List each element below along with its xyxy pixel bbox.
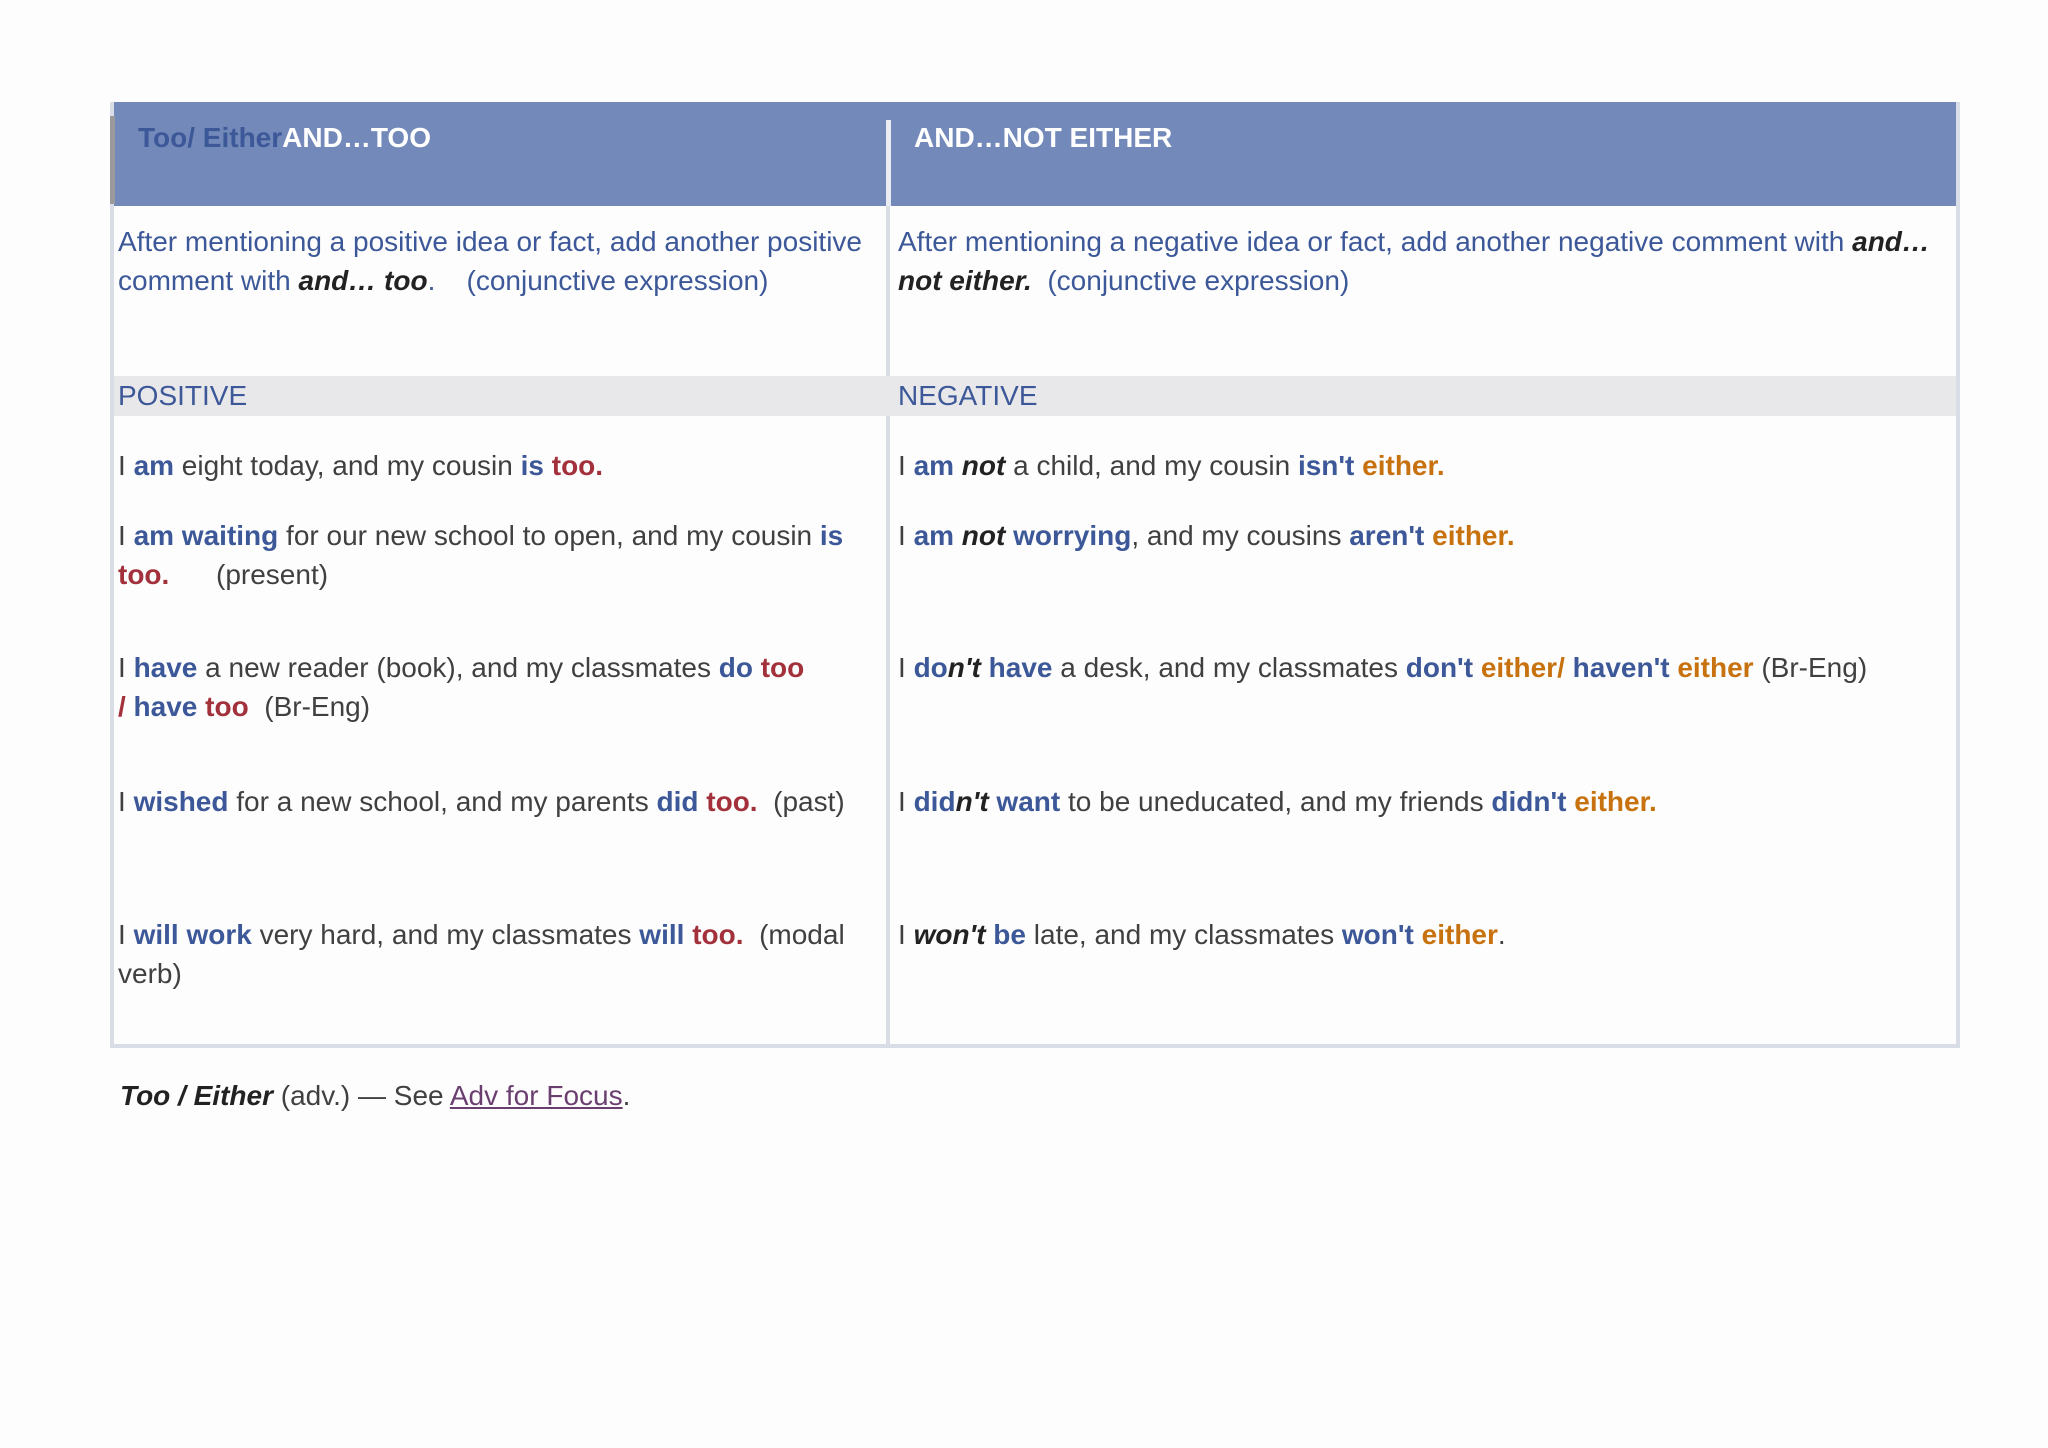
auxiliary: didn't <box>1491 786 1567 817</box>
header-right-title: AND…NOT EITHER <box>914 122 1173 153</box>
too-word: too. <box>698 786 758 817</box>
negative-example-5 <box>898 915 1938 954</box>
verb: have <box>980 652 1053 683</box>
negation: n't <box>947 652 981 683</box>
auxiliary: aren't <box>1349 520 1425 551</box>
negation: won't <box>913 919 986 950</box>
auxiliary: don't <box>1405 652 1474 683</box>
text: I <box>118 786 134 817</box>
auxiliary: is <box>819 520 844 551</box>
text: to be uneducated, and my friends <box>1060 786 1492 817</box>
header-left-title: AND…TOO <box>282 122 431 153</box>
negation: not <box>954 520 1006 551</box>
either-word: either. <box>1354 450 1445 481</box>
auxiliary: won't <box>1341 919 1414 950</box>
text: . <box>1497 919 1506 950</box>
variant-note: (Br-Eng) <box>1753 652 1868 683</box>
band-negative: NEGATIVE <box>898 380 1038 411</box>
footer-end: . <box>622 1080 631 1111</box>
negative-example-4 <box>898 782 1938 821</box>
header-left-rule <box>110 116 115 204</box>
verb: am <box>913 450 955 481</box>
either-word: either. <box>1566 786 1657 817</box>
intro-right-expression: and… not either. <box>898 226 1930 296</box>
verb: wished <box>133 786 229 817</box>
tense-note: (past) <box>773 786 845 817</box>
positive-example-2 <box>118 516 878 594</box>
positive-example-3 <box>118 648 878 726</box>
verb: want <box>988 786 1061 817</box>
verb: have <box>133 652 198 683</box>
footer-text: (adv.) — See <box>272 1080 450 1111</box>
positive-example-4 <box>118 782 878 821</box>
either-word: either/ <box>1473 652 1565 683</box>
intro-left-expression: and… too <box>298 265 428 296</box>
variant-note: (Br-Eng) <box>264 691 371 722</box>
too-word: too <box>752 652 805 683</box>
tense-note: (present) <box>216 559 329 590</box>
intro-left-note: (conjunctive expression) <box>466 265 769 296</box>
text: I <box>898 652 914 683</box>
verb: worrying <box>1005 520 1132 551</box>
negative-example-3 <box>898 648 1938 687</box>
text: a child, and my cousin <box>1005 450 1298 481</box>
band-positive: POSITIVE <box>118 380 248 411</box>
auxiliary: do <box>718 652 753 683</box>
text: a desk, and my classmates <box>1052 652 1406 683</box>
text: I <box>898 450 914 481</box>
too-word: too. <box>118 559 170 590</box>
column-divider <box>886 206 890 1044</box>
text: very hard, and my classmates <box>251 919 640 950</box>
text: a new reader (book), and my classmates <box>197 652 719 683</box>
adv-for-focus-link[interactable]: Adv for Focus <box>449 1080 623 1111</box>
intro-left <box>118 222 878 300</box>
intro-right <box>898 222 1938 300</box>
grammar-table <box>110 102 1960 1048</box>
header-left-prefix: Too/ Either <box>138 122 283 153</box>
text: I <box>898 520 914 551</box>
text: late, and my classmates <box>1026 919 1342 950</box>
verb: am <box>913 520 955 551</box>
slash: / <box>118 691 126 722</box>
too-word: too <box>197 691 249 722</box>
negation: n't <box>955 786 989 817</box>
auxiliary: will <box>639 919 685 950</box>
either-word: either. <box>1424 520 1515 551</box>
verb: will work <box>133 919 252 950</box>
text: , and my cousins <box>1131 520 1350 551</box>
text: for a new school, and my parents <box>228 786 657 817</box>
text: I <box>118 652 134 683</box>
intro-right-text: After mentioning a negative idea or fact, add another negative comment with <box>898 226 1853 257</box>
either-word: either <box>1413 919 1498 950</box>
footer-note <box>120 1080 630 1112</box>
negative-example-2 <box>898 516 1938 555</box>
text: I <box>898 919 914 950</box>
auxiliary: haven't <box>1564 652 1670 683</box>
positive-example-1 <box>118 446 878 485</box>
either-word: either <box>1669 652 1754 683</box>
too-word: too. <box>543 450 604 481</box>
text: I <box>118 919 134 950</box>
too-word: too. <box>684 919 744 950</box>
auxiliary: have <box>125 691 198 722</box>
text: I <box>118 450 134 481</box>
intro-left-text: After mentioning a positive idea or fact, add another positive comment with <box>118 226 862 296</box>
negative-example-1 <box>898 446 1938 485</box>
auxiliary: do <box>913 652 948 683</box>
text: eight today, and my cousin <box>174 450 521 481</box>
auxiliary: did <box>913 786 956 817</box>
text: for our new school to open, and my cousin <box>278 520 820 551</box>
verb: am waiting <box>133 520 279 551</box>
auxiliary: isn't <box>1297 450 1355 481</box>
positive-example-5 <box>118 915 878 993</box>
auxiliary: did <box>656 786 699 817</box>
tense-note: (modal verb) <box>118 919 845 989</box>
verb: am <box>133 450 175 481</box>
footer-term: Too / Either <box>120 1080 273 1111</box>
text: I <box>898 786 914 817</box>
header-mid-rule <box>886 120 891 206</box>
intro-left-period: . <box>427 265 436 296</box>
intro-right-note: (conjunctive expression) <box>1047 265 1350 296</box>
negation: not <box>954 450 1006 481</box>
header-left <box>138 122 431 154</box>
verb: be <box>985 919 1026 950</box>
text: I <box>118 520 134 551</box>
table-header <box>114 102 1956 206</box>
auxiliary: is <box>520 450 544 481</box>
